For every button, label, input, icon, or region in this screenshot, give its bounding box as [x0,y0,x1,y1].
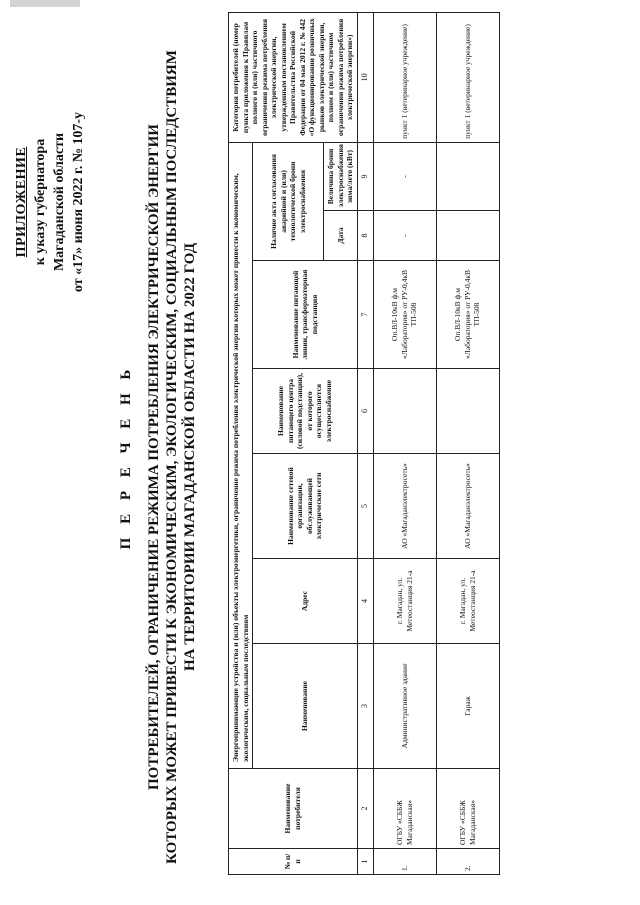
column-number: 10 [357,12,373,142]
cell-name: Гараж [436,644,499,769]
column-number: 1 [357,849,373,875]
column-number: 8 [357,211,373,261]
cell-category: пункт 1 (ветеринарное учреждение) [436,12,499,142]
header-name: Наименование [253,644,358,769]
table-row [373,12,436,874]
cell-address: г. Магадан, ул. Метеостанция 21-а [373,559,436,644]
appendix-block [12,72,88,332]
appendix-title: ПРИЛОЖЕНИЕ [14,146,29,258]
header-line: Наименование питающей линии, трансформаторная подстанция [253,261,358,369]
column-number: 7 [357,261,373,369]
header-row [253,12,324,874]
header-group: Энергопринимающие устройства и (или) объекты электроэнергетики, ограничение режима потребления электрической энергии которых может привести к экономическим, экологическим, социальным последствиям [229,142,253,768]
cell-reserve [436,142,499,210]
cell-line: Оп.ВЛ-10кВ ф.м «Лаборатория» от РУ-0,4кВ ТП-508 [436,261,499,369]
cell-network: АО «Магаданэлектросеть» [373,454,436,559]
table-row [436,12,499,874]
appendix-line: к указу губернатора [33,138,48,266]
cell-center [436,369,499,454]
header-num: № п/п [229,849,358,875]
header-date: Дата [324,211,358,261]
cell-num: 2. [436,849,499,875]
document-heading [118,17,199,897]
heading-line: КОТОРЫХ МОЖЕТ ПРИВЕСТИ К ЭКОНОМИЧЕСКИМ, ЭКОЛОГИЧЕСКИМ, СОЦИАЛЬНЫМ ПОСЛЕДСТВИЯМ [164,50,180,864]
cell-consumer: ОГБУ «СББЖ Магаданская» [436,769,499,849]
header-reserve: Величина брони электроснабжения зима/лето (кВт) [324,142,358,210]
column-number: 3 [357,644,373,769]
cell-line: Оп.ВЛ-10кВ ф.м «Лаборатория» от РУ-0,4кВ ТП-508 [373,261,436,369]
cell-consumer: ОГБУ «СББЖ Магаданская» [373,769,436,849]
header-act: Наличие акта согласования аварийной и (или) технологической брони электроснабжения [253,142,324,260]
heading-line: НА ТЕРРИТОРИИ МАГАДАНСКОЙ ОБЛАСТИ НА 2022 ГОД [182,242,198,672]
document-title: П Е Р Е Ч Е Н Ь [118,364,134,550]
column-number-row [357,12,373,874]
cell-date: - [373,211,436,261]
header-row [229,12,253,874]
column-number: 5 [357,454,373,559]
column-number: 4 [357,559,373,644]
cell-reserve: - [373,142,436,210]
cell-num: 1. [373,849,436,875]
column-number: 9 [357,142,373,210]
header-center: Наименование питающего центра (силовой подстанции), от которого осуществляется электроснабжение [253,369,358,454]
appendix-line: Магаданской области [52,132,67,272]
cell-network: АО «Магаданэлектросеть» [436,454,499,559]
consumer-table [228,12,500,875]
appendix-decree: от «17» июня 2022 г. № 107-у [71,111,86,293]
column-number: 2 [357,769,373,849]
cell-date [436,211,499,261]
header-network: Наименование сетевой организации, обслуживающей электрические сети [253,454,358,559]
cell-address: г. Магадан, ул. Метеостанция 21-а [436,559,499,644]
cell-category: пункт 1 (ветеринарное учреждение) [373,12,436,142]
header-category: Категория потребителей (номер пункта приложения к Правилам полного и (или) частичного ограничения режима потребления электрической энергии, утвержденным постановлением Правительства Российской Федерации от 04 мая 2012 г. № 442 «О функционировании розничных рынков электрической энергии, полном и (или) частичном ограничении режима потребления электрической энергии») [229,12,358,142]
header-address: Адрес [253,559,358,644]
column-number: 6 [357,369,373,454]
cell-center [373,369,436,454]
cell-name: Административное здание [373,644,436,769]
heading-line: ПОТРЕБИТЕЛЕЙ, ОГРАНИЧЕНИЕ РЕЖИМА ПОТРЕБЛЕНИЯ ЭЛЕКТРИЧЕСКОЙ ЭНЕРГИИ [146,124,162,790]
header-consumer: Наименование потребителя [229,769,358,849]
